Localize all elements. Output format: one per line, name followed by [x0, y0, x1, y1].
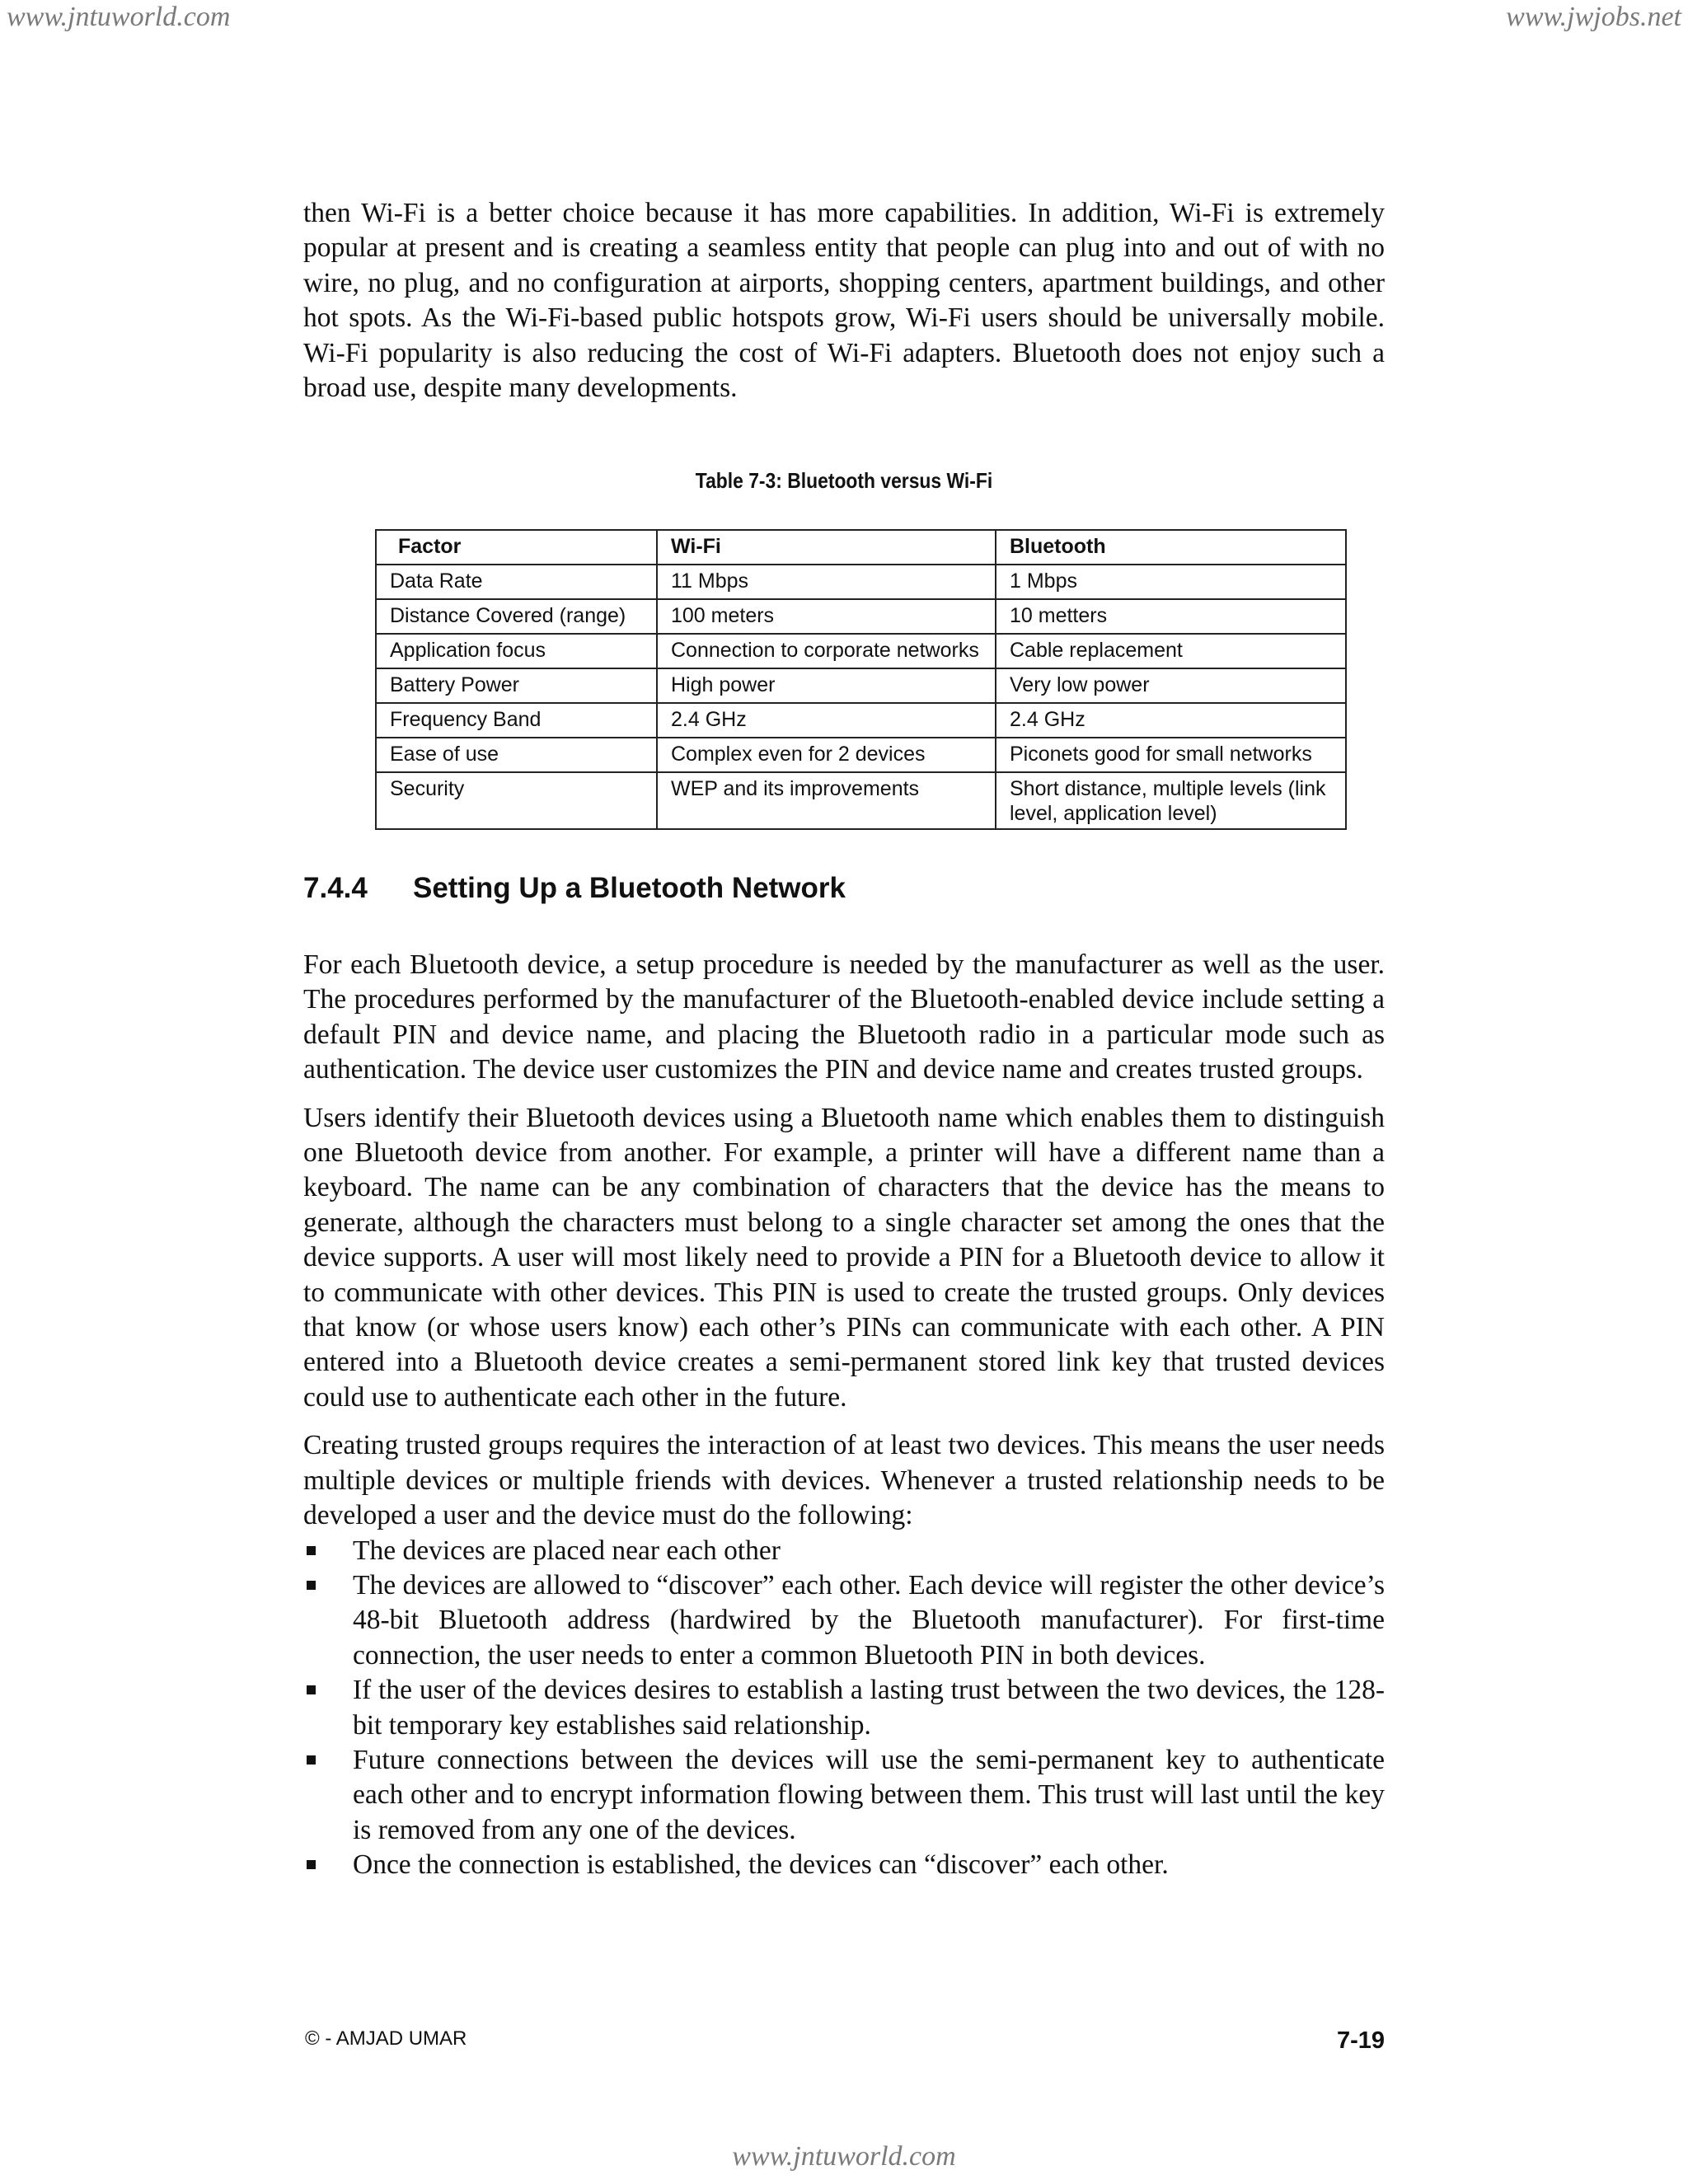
table-row — [376, 772, 1346, 829]
table-row — [376, 599, 1346, 634]
square-bullet-icon — [307, 1546, 316, 1555]
list-item — [303, 1534, 1385, 1568]
table-cell: Connection to corporate networks — [657, 634, 996, 668]
table-cell: Distance Covered (range) — [376, 599, 657, 634]
comparison-table — [375, 529, 1347, 830]
section-number: 7.4.4 — [303, 872, 368, 904]
intro-section — [303, 196, 1385, 405]
table-cell: 1 Mbps — [996, 565, 1346, 599]
list-item-text: The devices are allowed to “discover” each other. Each device will register the other device’s 48-bit Bluetooth address (hardwired by the Bluetooth manufacturer). For first-time connection, the user needs to enter a common Bluetooth PIN in both devices. — [353, 1569, 1385, 1671]
table-row — [376, 738, 1346, 772]
table-row — [376, 565, 1346, 599]
bullet-list — [303, 1534, 1385, 1883]
table-cell: Piconets good for small networks — [996, 738, 1346, 772]
list-item — [303, 1568, 1385, 1673]
list-item — [303, 1743, 1385, 1848]
table-cell: 100 meters — [657, 599, 996, 634]
header-wifi: Wi-Fi — [657, 530, 996, 565]
list-item-text: The devices are placed near each other — [353, 1535, 781, 1566]
table-cell: Battery Power — [376, 668, 657, 703]
table-cell: Complex even for 2 devices — [657, 738, 996, 772]
watermark-top-right: www.jwjobs.net — [1506, 2, 1681, 32]
table-header-row — [376, 530, 1346, 565]
paragraph: For each Bluetooth device, a setup procedure is needed by the manufacturer as well as the user. The procedures performed by the manufacturer of the Bluetooth-enabled device include setting a default PIN and device name, and placing the Bluetooth radio in a particular mode such as authentication. The device user customizes the PIN and device name and creates trusted groups. — [303, 949, 1385, 1085]
table-cell: WEP and its improvements — [657, 772, 996, 829]
header-bluetooth: Bluetooth — [996, 530, 1346, 565]
table-row — [376, 703, 1346, 738]
table-row — [376, 634, 1346, 668]
square-bullet-icon — [307, 1581, 316, 1590]
table-cell: Short distance, multiple levels (link level, application level) — [996, 772, 1346, 829]
table-cell: 2.4 GHz — [996, 703, 1346, 738]
section-title: Setting Up a Bluetooth Network — [413, 872, 846, 904]
table-cell: Data Rate — [376, 565, 657, 599]
list-item-text: If the user of the devices desires to establish a lasting trust between the two devices, the 128-bit temporary key establishes said relationship. — [353, 1675, 1385, 1741]
list-item — [303, 1848, 1385, 1882]
square-bullet-icon — [307, 1860, 316, 1869]
list-item — [303, 1673, 1385, 1743]
watermark-top-left: www.jntuworld.com — [7, 2, 231, 32]
watermark-bottom: www.jntuworld.com — [732, 2141, 956, 2172]
footer-copyright: © - AMJAD UMAR — [305, 2027, 467, 2050]
table-row — [376, 668, 1346, 703]
square-bullet-icon — [307, 1685, 316, 1694]
paragraph: Creating trusted groups requires the interaction of at least two devices. This means the user needs multiple devices or multiple friends with devices. Whenever a trusted relationship needs to be developed a user and the device must do the following: — [303, 1430, 1385, 1531]
table-cell: High power — [657, 668, 996, 703]
section-heading — [303, 872, 846, 905]
table-cell: Ease of use — [376, 738, 657, 772]
table-caption: Table 7-3: Bluetooth versus Wi-Fi — [695, 468, 993, 493]
table-cell: 10 metters — [996, 599, 1346, 634]
section-body — [303, 948, 1385, 1883]
square-bullet-icon — [307, 1755, 316, 1765]
list-item-text: Future connections between the devices will use the semi-permanent key to authenticate each other and to encrypt information flowing between them. This trust will last until the key is removed from any one of the devices. — [353, 1744, 1385, 1845]
table-cell: 2.4 GHz — [657, 703, 996, 738]
table-cell: Security — [376, 772, 657, 829]
footer-page-number: 7-19 — [1336, 2027, 1385, 2054]
list-item-text: Once the connection is established, the devices can “discover” each other. — [353, 1849, 1169, 1881]
paragraph: Users identify their Bluetooth devices using a Bluetooth name which enables them to distinguish one Bluetooth device from another. For example, a printer will have a different name than a keyboard. The name can be any combination of characters that the device has the means to generate, although the characters must belong to a single character set among the ones that the device supports. A user will most likely need to provide a PIN for a Bluetooth device to allow it to communicate with other devices. This PIN is used to create the trusted groups. Only devices that know (or whose users know) each other’s PINs can communicate with each other. A PIN entered into a Bluetooth device creates a semi-permanent stored link key that trusted devices could use to authenticate each other in the future. — [303, 1102, 1385, 1413]
header-factor: Factor — [376, 530, 657, 565]
intro-paragraph: then Wi-Fi is a better choice because it has more capabilities. In addition, Wi-Fi is extremely popular at present and is creating a seamless entity that people can plug into and out of with no wire, no plug, and no configuration at airports, shopping centers, apartment buildings, and other hot spots. As the Wi-Fi-based public hotspots grow, Wi-Fi users should be universally mobile. Wi-Fi popularity is also reducing the cost of Wi-Fi adapters. Bluetooth does not enjoy such a broad use, despite many developments. — [303, 198, 1385, 404]
table-cell: 11 Mbps — [657, 565, 996, 599]
table-cell: Cable replacement — [996, 634, 1346, 668]
table-cell: Very low power — [996, 668, 1346, 703]
table-cell: Frequency Band — [376, 703, 657, 738]
table-cell: Application focus — [376, 634, 657, 668]
